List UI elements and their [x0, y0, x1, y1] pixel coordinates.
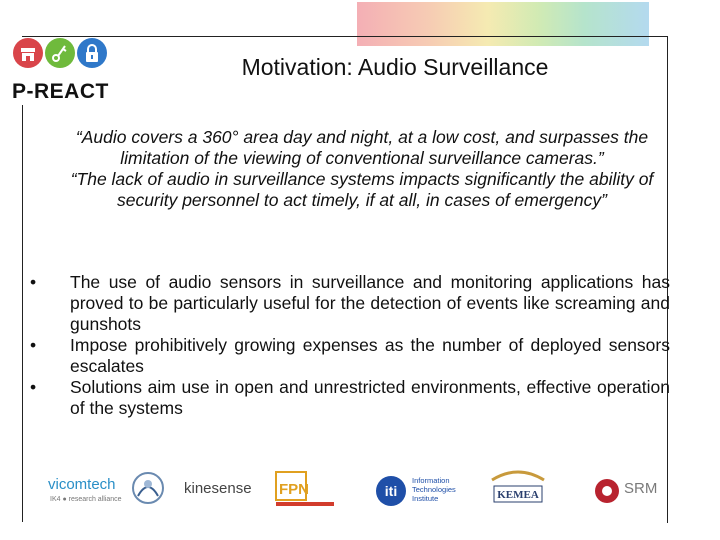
kemea-logo [486, 466, 550, 514]
iti-wordmark: iti [384, 483, 398, 499]
shop-icon [13, 38, 43, 68]
lock-icon [77, 38, 107, 68]
slide-title: Motivation: Audio Surveillance [241, 54, 549, 80]
iti-caption: Information Technologies Institute [412, 476, 456, 503]
bullet-item [30, 272, 670, 335]
vicomtech-logo [48, 466, 138, 514]
logo-wordmark: P-REACT [12, 80, 109, 103]
bullet-marker: • [30, 272, 37, 292]
fpn-wordmark: FPN [279, 481, 309, 498]
fpn-emblem [274, 466, 338, 510]
vicomtech-subtitle: IK4 ● research alliance [50, 496, 122, 503]
bullet-text: The use of audio sensors in surveillance and monitoring applications has proved to be particularly useful for the detection of events like screaming and gunshots [70, 272, 670, 334]
emblem-icon [130, 466, 166, 510]
slide-frame-left-edge [22, 105, 23, 522]
vicomtech-wordmark: vicomtech [48, 476, 116, 493]
kemea-wordmark: KEMEA [497, 489, 539, 501]
bullet-item [30, 335, 670, 377]
kinesense-wordmark: kinesense [184, 480, 252, 497]
srm-emblem [592, 476, 622, 506]
bullet-marker: • [30, 377, 37, 397]
bullet-marker: • [30, 335, 37, 355]
logo-icon-row [10, 36, 110, 72]
srm-wordmark: SRM [624, 480, 658, 497]
quote-block [48, 127, 676, 211]
p-react-logo [10, 36, 110, 106]
bullet-text: Impose prohibitively growing expenses as the number of deployed sensors escalates [70, 335, 670, 376]
bullet-list [30, 272, 670, 419]
quote-1: “Audio covers a 360° area day and night, at a low cost, and surpasses the limitation of the viewing of conventional surveillance cameras.” [75, 127, 649, 168]
certh-emblem-logo [130, 466, 170, 514]
quote-2: “The lack of audio in surveillance systems impacts significantly the ability of security personnel to act timely, if at all, in cases of emergency” [70, 169, 654, 210]
iti-emblem [374, 474, 408, 508]
fpn-logo [274, 466, 338, 514]
iti-logo [374, 466, 474, 514]
srm-logo [592, 466, 672, 514]
kinesense-logo [184, 466, 264, 514]
bullet-text: Solutions aim use in open and unrestricted environments, effective operation of the systems [70, 377, 670, 418]
key-icon [45, 38, 75, 68]
bullet-item [30, 377, 670, 419]
partner-logos [40, 466, 680, 514]
kemea-emblem [486, 466, 550, 510]
